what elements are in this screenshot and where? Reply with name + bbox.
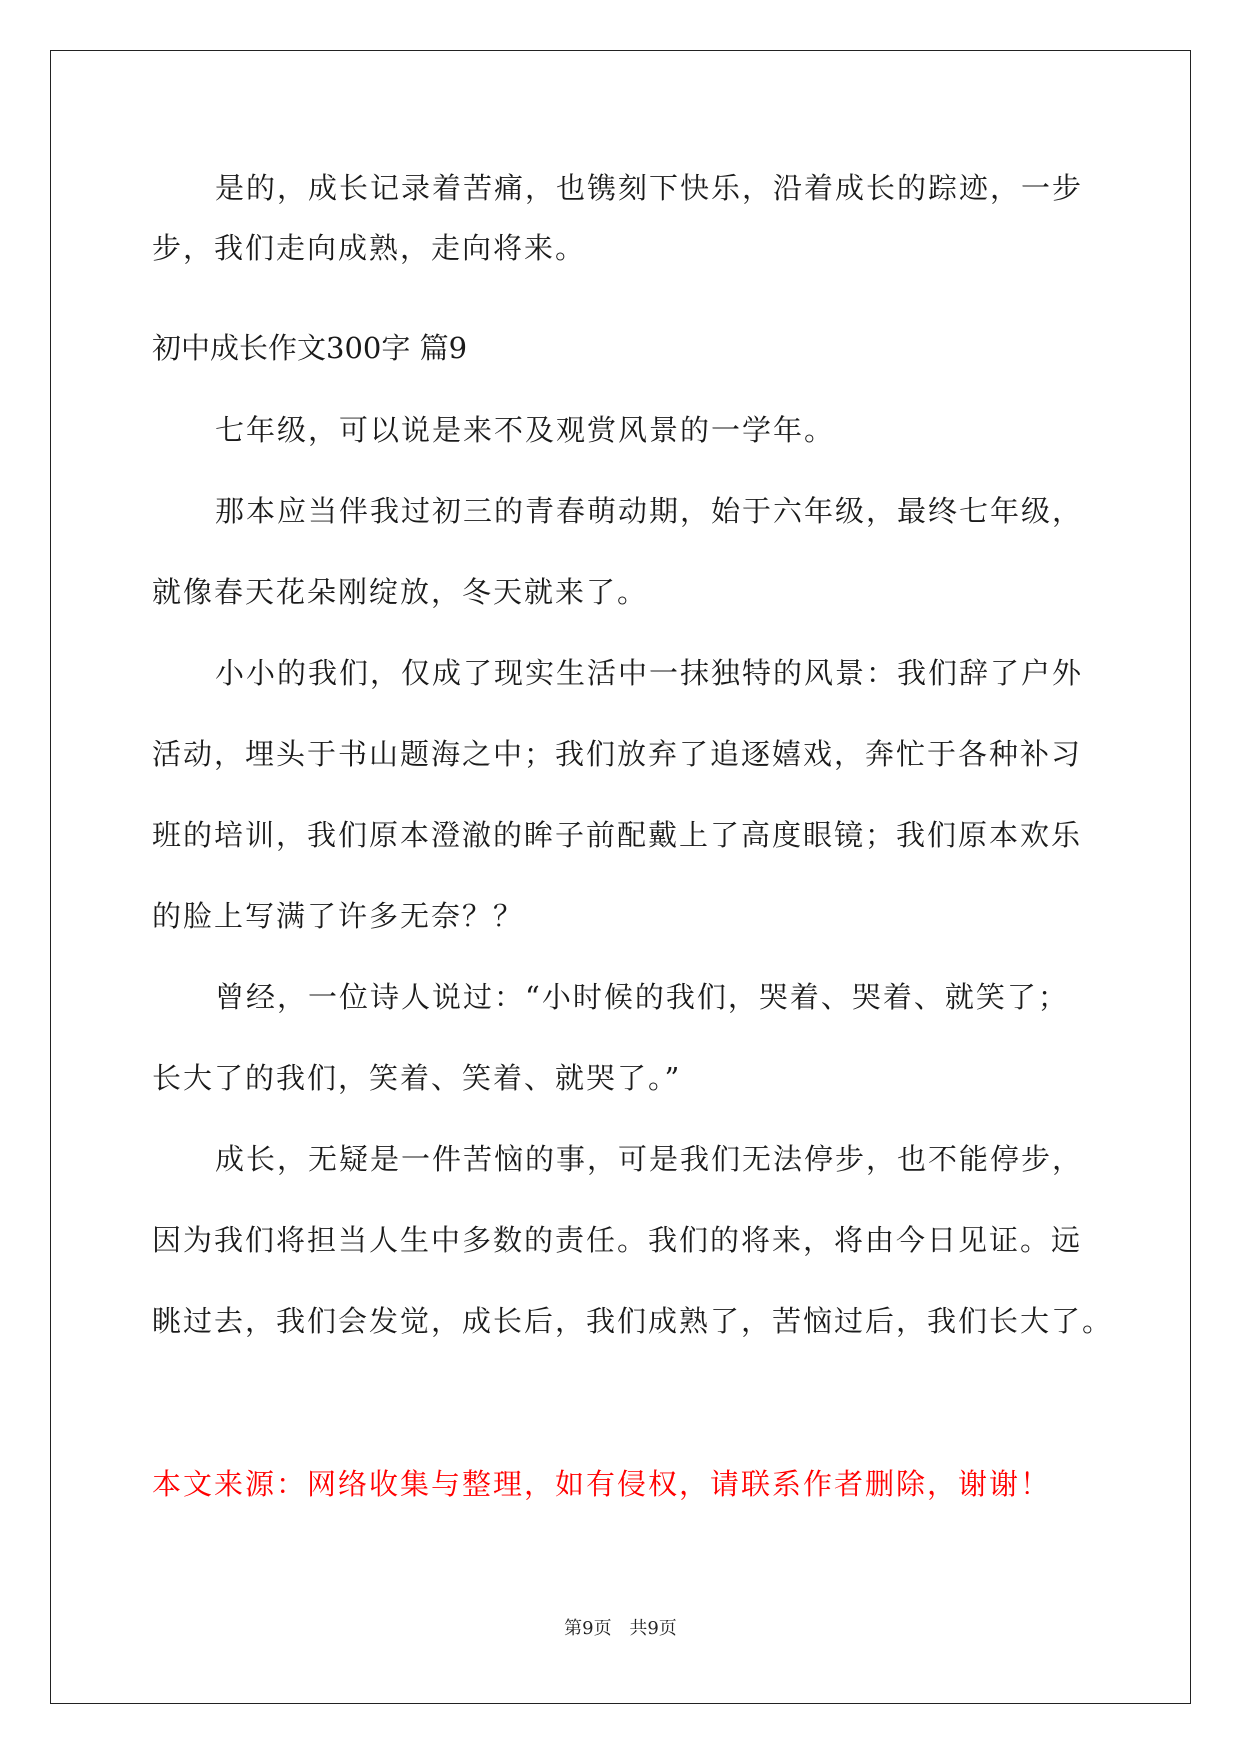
paragraph-6-line-2: 因为我们将担当人生中多数的责任。我们的将来，将由今日见证。远 xyxy=(152,1223,1083,1257)
page-footer xyxy=(0,1614,1241,1640)
paragraph-3-line-1: 那本应当伴我过初三的青春萌动期，始于六年级，最终七年级， xyxy=(215,494,1084,528)
paragraph-1-line-1: 是的，成长记录着苦痛，也镌刻下快乐，沿着成长的踪迹，一步 xyxy=(215,171,1084,205)
paragraph-4-line-4: 的脸上写满了许多无奈？？ xyxy=(152,899,525,933)
copyright-notice: 本文来源：网络收集与整理，如有侵权，请联系作者删除，谢谢！ xyxy=(152,1467,1052,1501)
paragraph-5-line-1: 曾经，一位诗人说过：“小时候的我们，哭着、哭着、就笑了； xyxy=(215,980,1069,1014)
paragraph-6-line-3: 眺过去，我们会发觉，成长后，我们成熟了，苦恼过后，我们长大了。 xyxy=(152,1304,1114,1338)
page-total: 共9页 xyxy=(629,1618,677,1639)
paragraph-4-line-2: 活动，埋头于书山题海之中；我们放弃了追逐嬉戏，奔忙于各种补习 xyxy=(152,737,1083,771)
paragraph-5-line-2: 长大了的我们，笑着、笑着、就哭了。” xyxy=(152,1061,682,1095)
paragraph-6-line-1: 成长，无疑是一件苦恼的事，可是我们无法停步，也不能停步， xyxy=(215,1142,1084,1176)
section-heading: 初中成长作文300字 篇9 xyxy=(152,331,468,365)
page-number: 第9页 xyxy=(564,1618,612,1639)
paragraph-2-line-1: 七年级，可以说是来不及观赏风景的一学年。 xyxy=(215,413,836,447)
page-border xyxy=(50,50,1191,1704)
paragraph-3-line-2: 就像春天花朵刚绽放，冬天就来了。 xyxy=(152,575,649,609)
paragraph-4-line-1: 小小的我们，仅成了现实生活中一抹独特的风景：我们辞了户外 xyxy=(215,656,1084,690)
paragraph-1-line-2: 步，我们走向成熟，走向将来。 xyxy=(152,231,587,265)
paragraph-4-line-3: 班的培训，我们原本澄澈的眸子前配戴上了高度眼镜；我们原本欢乐 xyxy=(152,818,1083,852)
